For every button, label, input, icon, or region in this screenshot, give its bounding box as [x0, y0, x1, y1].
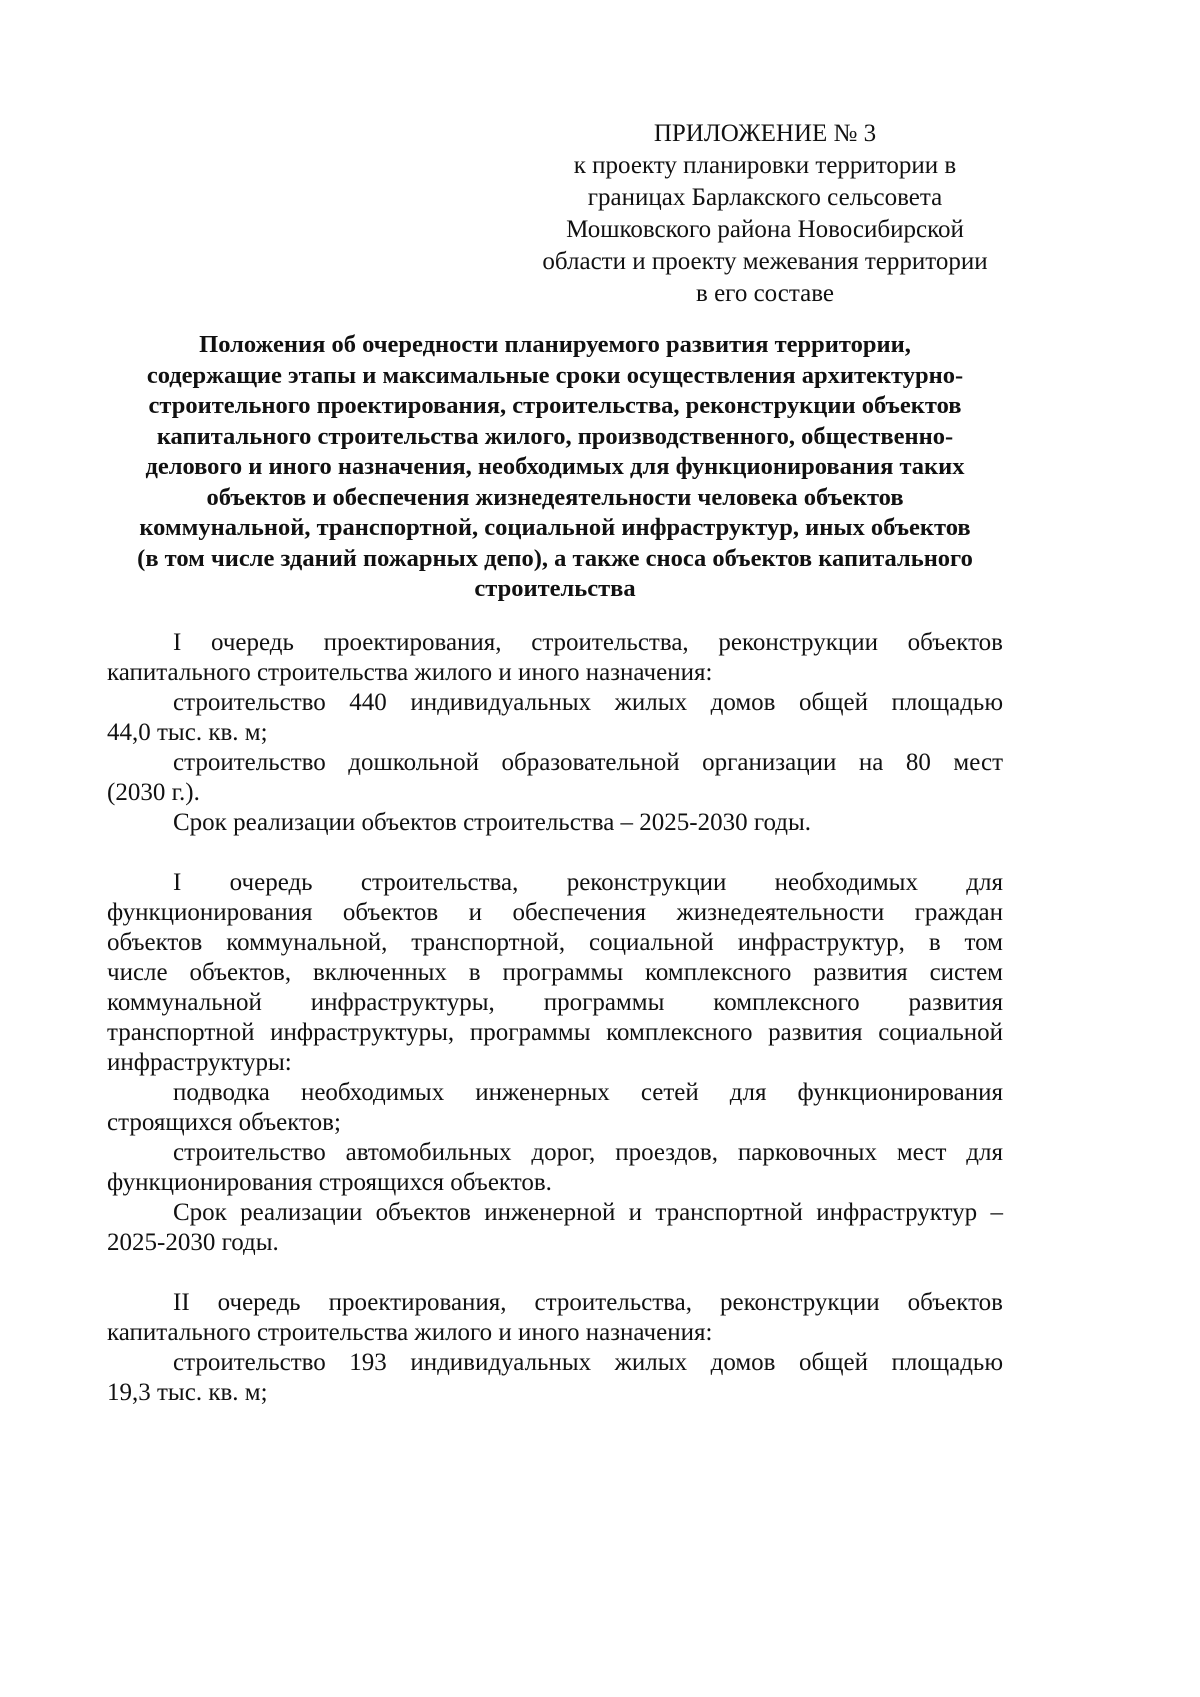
title-line: строительства — [474, 575, 636, 602]
paragraph-line: I очередь строительства, реконструкции необходимых для — [173, 869, 1003, 896]
paragraph-line: функционирования объектов и обеспечения жизнедеятельности граждан — [107, 899, 1003, 926]
paragraph-line: транспортной инфраструктуры, программы комплексного развития социальной — [107, 1019, 1003, 1046]
paragraph-line: строящихся объектов; — [107, 1109, 341, 1136]
title-line: коммунальной, транспортной, социальной инфраструктур, иных объектов — [139, 514, 971, 541]
appendix-line: области и проекту межевания территории — [542, 248, 988, 275]
paragraph-line: строительство 440 индивидуальных жилых домов общей площадью — [173, 689, 1003, 716]
appendix-number: ПРИЛОЖЕНИЕ № 3 — [653, 120, 877, 147]
paragraph-line: 44,0 тыс. кв. м; — [107, 719, 268, 746]
title-line: строительного проектирования, строительства, реконструкции объектов — [148, 392, 962, 419]
paragraph-line: строительство автомобильных дорог, проездов, парковочных мест для — [173, 1139, 1003, 1166]
paragraph-line: I очередь проектирования, строительства, реконструкции объектов — [173, 629, 1003, 656]
paragraph-line: коммунальной инфраструктуры, программы комплексного развития — [107, 989, 1003, 1016]
appendix-line: границах Барлакского сельсовета — [587, 184, 943, 211]
title-line: Положения об очередности планируемого развития территории, — [199, 331, 911, 358]
document-title — [95, 330, 1015, 605]
paragraph-line: инфраструктуры: — [107, 1049, 292, 1076]
paragraph-line: капитального строительства жилого и иного назначения: — [107, 1319, 713, 1346]
title-line: делового и иного назначения, необходимых для функционирования таких — [145, 453, 965, 480]
title-line: содержащие этапы и максимальные сроки осуществления архитектурно- — [146, 361, 964, 389]
title-line: объектов и обеспечения жизнедеятельности человека объектов — [206, 483, 904, 511]
appendix-line: к проекту планировки территории в — [573, 152, 957, 179]
paragraph-line: числе объектов, включенных в программы комплексного развития систем — [107, 959, 1003, 986]
deadline-line: Срок реализации объектов строительства – 2025-2030 годы. — [173, 809, 812, 836]
paragraph-line: капитального строительства жилого и иного назначения: — [107, 659, 713, 686]
appendix-line: Мошковского района Новосибирской — [566, 216, 964, 243]
paragraph-line: объектов коммунальной, транспортной, социальной инфраструктур, в том — [107, 929, 1003, 956]
paragraph-line: строительство 193 индивидуальных жилых домов общей площадью — [173, 1349, 1003, 1376]
paragraph-line: II очередь проектирования, строительства, реконструкции объектов — [173, 1289, 1003, 1316]
title-line: капитального строительства жилого, производственного, общественно- — [156, 422, 954, 450]
appendix-header — [520, 118, 1010, 310]
section-stage-2-construction — [107, 1288, 1003, 1408]
section-stage-1-infrastructure — [107, 868, 1003, 1258]
title-line: (в том числе зданий пожарных депо), а также сноса объектов капитального — [137, 544, 973, 572]
appendix-line: в его составе — [696, 280, 834, 307]
paragraph-line: строительство дошкольной образовательной организации на 80 мест — [173, 749, 1003, 776]
paragraph-line: функционирования строящихся объектов. — [107, 1169, 552, 1196]
deadline-line: Срок реализации объектов инженерной и транспортной инфраструктур – — [173, 1199, 1003, 1226]
deadline-line: 2025-2030 годы. — [107, 1229, 279, 1256]
section-stage-1-construction — [107, 628, 1003, 838]
paragraph-line: 19,3 тыс. кв. м; — [107, 1379, 268, 1406]
paragraph-line: подводка необходимых инженерных сетей для функционирования — [173, 1079, 1003, 1106]
paragraph-line: (2030 г.). — [107, 779, 200, 806]
